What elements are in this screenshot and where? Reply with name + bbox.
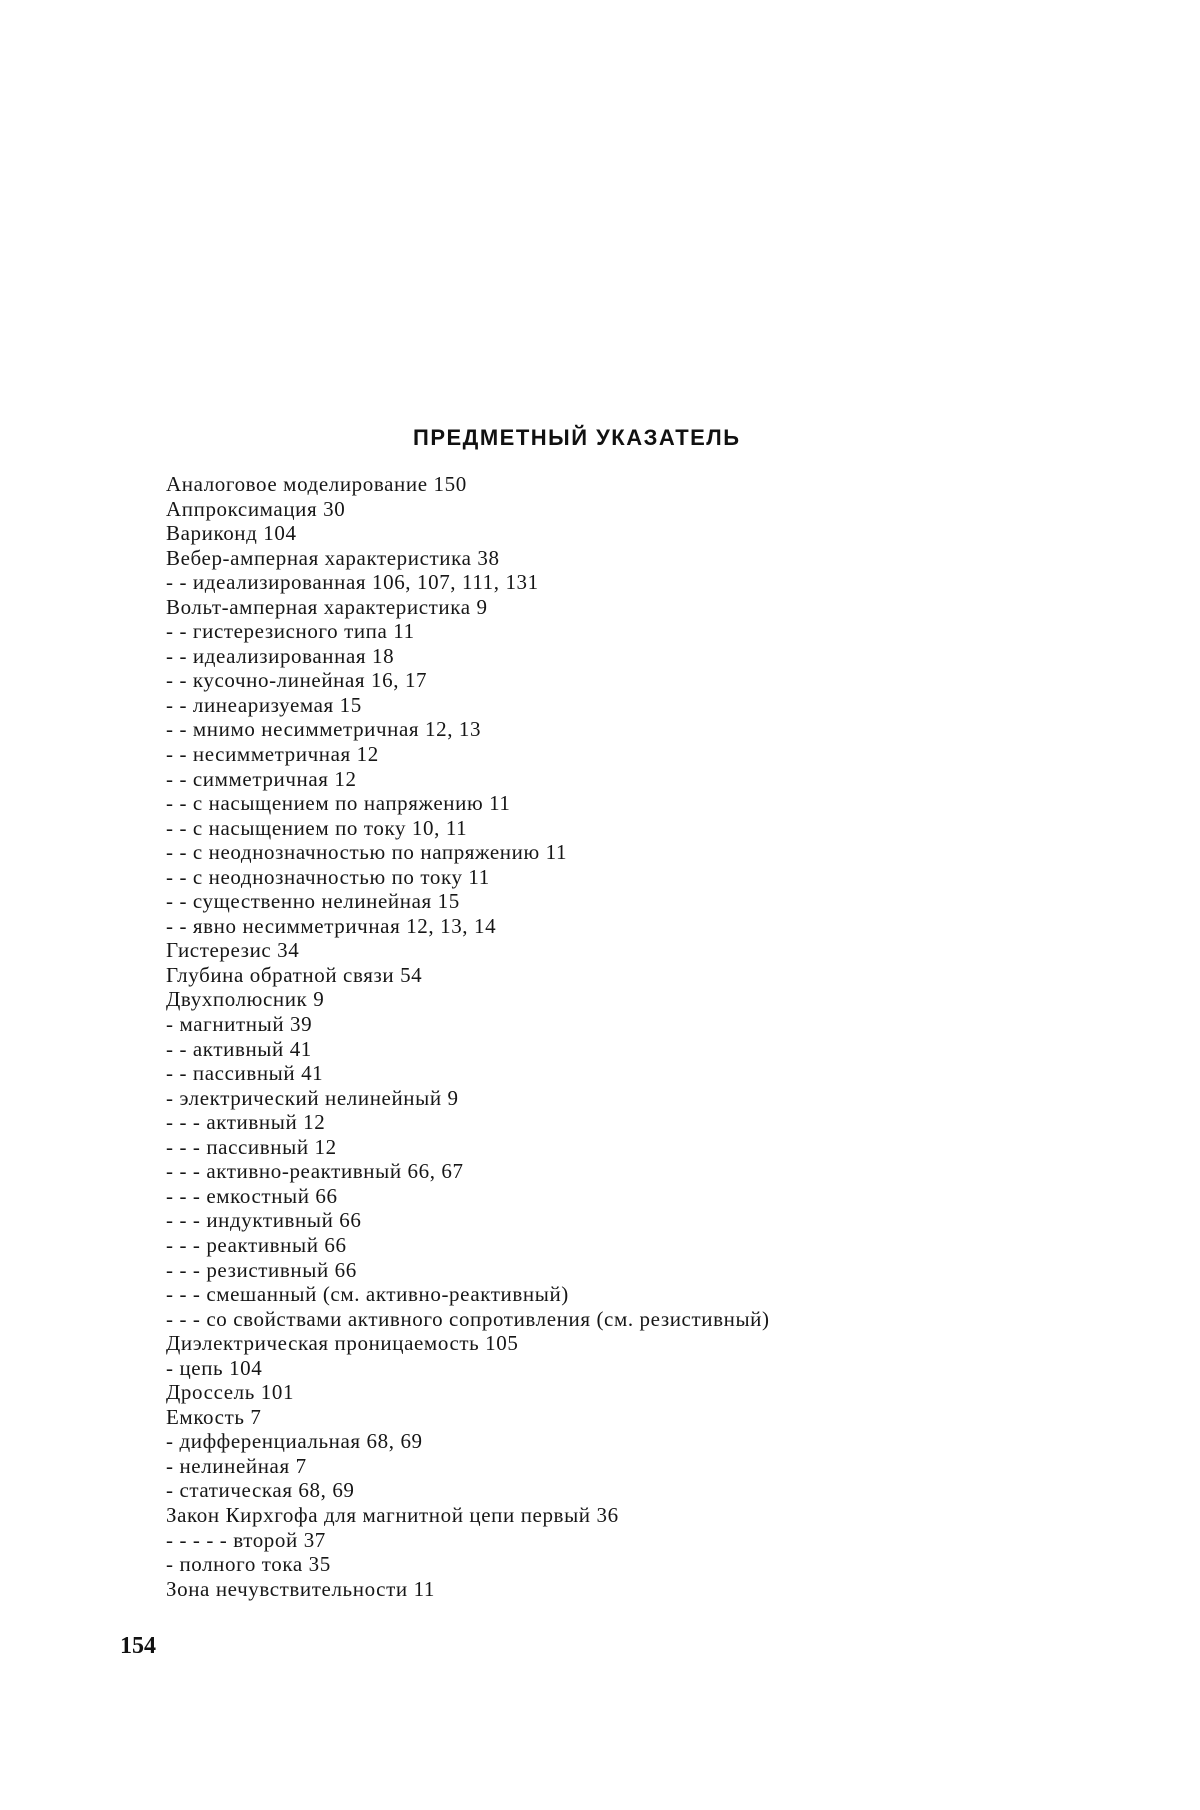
index-entry: - - - индуктивный 66 (166, 1208, 362, 1233)
index-entry: - - - емкостный 66 (166, 1183, 338, 1208)
index-entry: Двухполюсник 9 (166, 987, 325, 1012)
index-entry: - - - со свойствами активного сопротивления (см. резистивный) (166, 1306, 770, 1331)
index-entry: Зона нечувствительности 11 (166, 1576, 435, 1601)
index-entry: - - - реактивный 66 (166, 1232, 347, 1257)
index-entry: - - мнимо несимметричная 12, 13 (166, 717, 482, 742)
index-entry: Вольт-амперная характеристика 9 (166, 594, 488, 619)
index-entry: - - - резистивный 66 (166, 1257, 357, 1282)
index-entry: Глубина обратной связи 54 (166, 962, 423, 987)
index-entry: - - кусочно-линейная 16, 17 (166, 668, 428, 693)
index-entry: - - с насыщением по току 10, 11 (166, 815, 468, 840)
index-entry: - - активный 41 (166, 1036, 312, 1061)
subject-index-list (166, 472, 770, 1601)
index-entry: Вебер-амперная характеристика 38 (166, 545, 500, 570)
index-entry: - статическая 68, 69 (166, 1478, 355, 1503)
index-entry: - - - активный 12 (166, 1110, 326, 1135)
index-entry: - - пассивный 41 (166, 1061, 324, 1086)
index-entry: - дифференциальная 68, 69 (166, 1429, 423, 1454)
page-number: 154 (120, 1633, 156, 1659)
index-entry: - - идеализированная 18 (166, 643, 395, 668)
index-entry: Дроссель 101 (166, 1380, 295, 1405)
index-entry: - - с неоднозначностью по току 11 (166, 864, 490, 889)
index-entry: - - несимметричная 12 (166, 742, 379, 767)
index-entry: - электрический нелинейный 9 (166, 1085, 459, 1110)
index-entry: - - идеализированная 106, 107, 111, 131 (166, 570, 539, 595)
index-entry: Аналоговое моделирование 150 (166, 472, 467, 496)
index-entry: - - гистерезисного типа 11 (166, 619, 415, 644)
index-entry: - цепь 104 (166, 1355, 263, 1380)
index-entry: Емкость 7 (166, 1404, 262, 1429)
index-entry: - полного тока 35 (166, 1552, 331, 1577)
index-entry: Аппроксимация 30 (166, 496, 346, 521)
page-title: ПРЕДМЕТНЫЙ УКАЗАТЕЛЬ (413, 425, 741, 450)
index-entry: - - симметричная 12 (166, 766, 357, 791)
index-entry: - - - активно-реактивный 66, 67 (166, 1159, 464, 1184)
index-entry: - - существенно нелинейная 15 (166, 889, 460, 914)
index-entry: - магнитный 39 (166, 1012, 313, 1037)
index-entry: Диэлектрическая проницаемость 105 (166, 1331, 519, 1356)
index-entry: - - линеаризуемая 15 (166, 692, 362, 717)
index-entry: - - - смешанный (см. активно-реактивный) (166, 1282, 569, 1307)
index-entry: - - явно несимметричная 12, 13, 14 (166, 913, 497, 938)
index-entry: - - - пассивный 12 (166, 1134, 337, 1159)
index-entry: Вариконд 104 (166, 521, 297, 546)
index-entry: Гистерезис 34 (166, 938, 300, 963)
index-entry: - - с неоднозначностью по напряжению 11 (166, 840, 568, 865)
index-entry: - - - - - второй 37 (166, 1527, 326, 1552)
index-entry: Закон Кирхгофа для магнитной цепи первый 36 (166, 1502, 619, 1527)
index-entry: - нелинейная 7 (166, 1453, 307, 1478)
index-entry: - - с насыщением по напряжению 11 (166, 791, 511, 816)
